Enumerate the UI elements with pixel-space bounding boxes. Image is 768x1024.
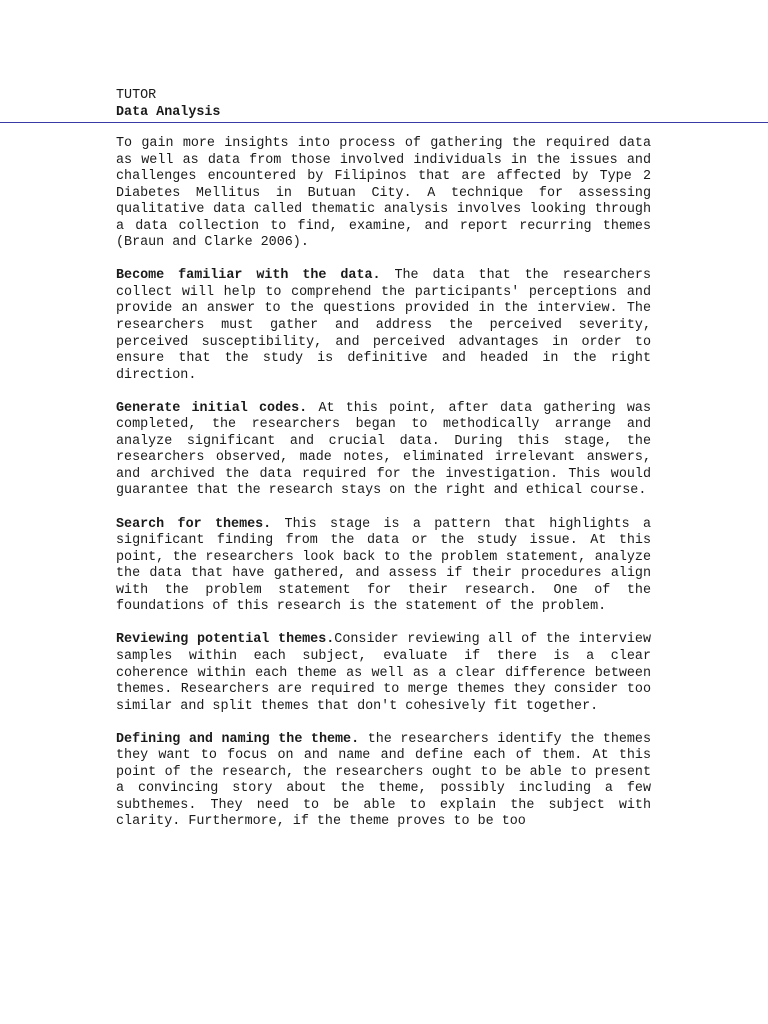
search-themes-paragraph (116, 517, 651, 616)
section-title: Data Analysis (116, 105, 221, 120)
paragraph-heading: Defining and naming the theme. (116, 731, 360, 747)
paragraph-heading: Generate initial codes. (116, 400, 308, 416)
paragraph-text: Consider reviewing all of the interview samples within each subject, evaluate if there is a clear coherence within each theme as well as a clear difference between themes. Researchers are required to merge themes they consider too similar and split themes that don't cohesively fit together. (116, 632, 651, 714)
paragraph-text: the researchers identify the themes they want to focus on and name and define each of them. At this point of the research, the researchers ought to be able to present a convincing story about the theme, possibly including a few subthemes. They need to be able to explain the subject with clarity. Furthermore, if the theme proves to be too (116, 731, 651, 830)
review-themes-paragraph (116, 632, 651, 715)
paragraph-heading: Reviewing potential themes. (116, 632, 335, 648)
initial-codes-paragraph (116, 401, 651, 500)
paragraph-text: At this point, after data gathering was completed, the researchers began to methodically arrange and analyze significant and crucial data. During this stage, the researchers observed, made notes, eliminated irrelevant answers, and archived the data required for the investigation. This would guarantee that the research stays on the right and ethical course. (116, 400, 651, 499)
intro-paragraph (116, 136, 651, 252)
document-header (116, 87, 220, 121)
header-label: TUTOR (116, 88, 157, 103)
paragraph-heading: Become familiar with the data. (116, 268, 381, 284)
document-body (116, 136, 651, 831)
header-divider (0, 122, 768, 123)
paragraph-text: The data that the researchers collect will help to comprehend the participants' perceptions and provide an answer to the questions provided in the interview. The researchers must gather and address the perceived severity, perceived susceptibility, and perceived advantages in order to ensure that the study is definitive and headed in the right direction. (116, 268, 651, 383)
familiarize-paragraph (116, 268, 651, 384)
define-themes-paragraph (116, 732, 651, 831)
paragraph-heading: Search for themes. (116, 516, 272, 532)
paragraph-text: This stage is a pattern that highlights a significant finding from the data or the study issue. At this point, the researchers look back to the problem statement, analyze the data that have gathered, and assess if their procedures align with the problem statement for their research. One of the foundations of this research is the statement of the problem. (116, 516, 651, 615)
paragraph-text: To gain more insights into process of gathering the required data as well as data from those involved individuals in the issues and challenges encountered by Filipinos that are affected by Type 2 Diabetes Mellitus in Butuan City. A technique for assessing qualitative data called thematic analysis involves looking through a data collection to find, examine, and report recurring themes (Braun and Clarke 2006). (116, 136, 651, 251)
